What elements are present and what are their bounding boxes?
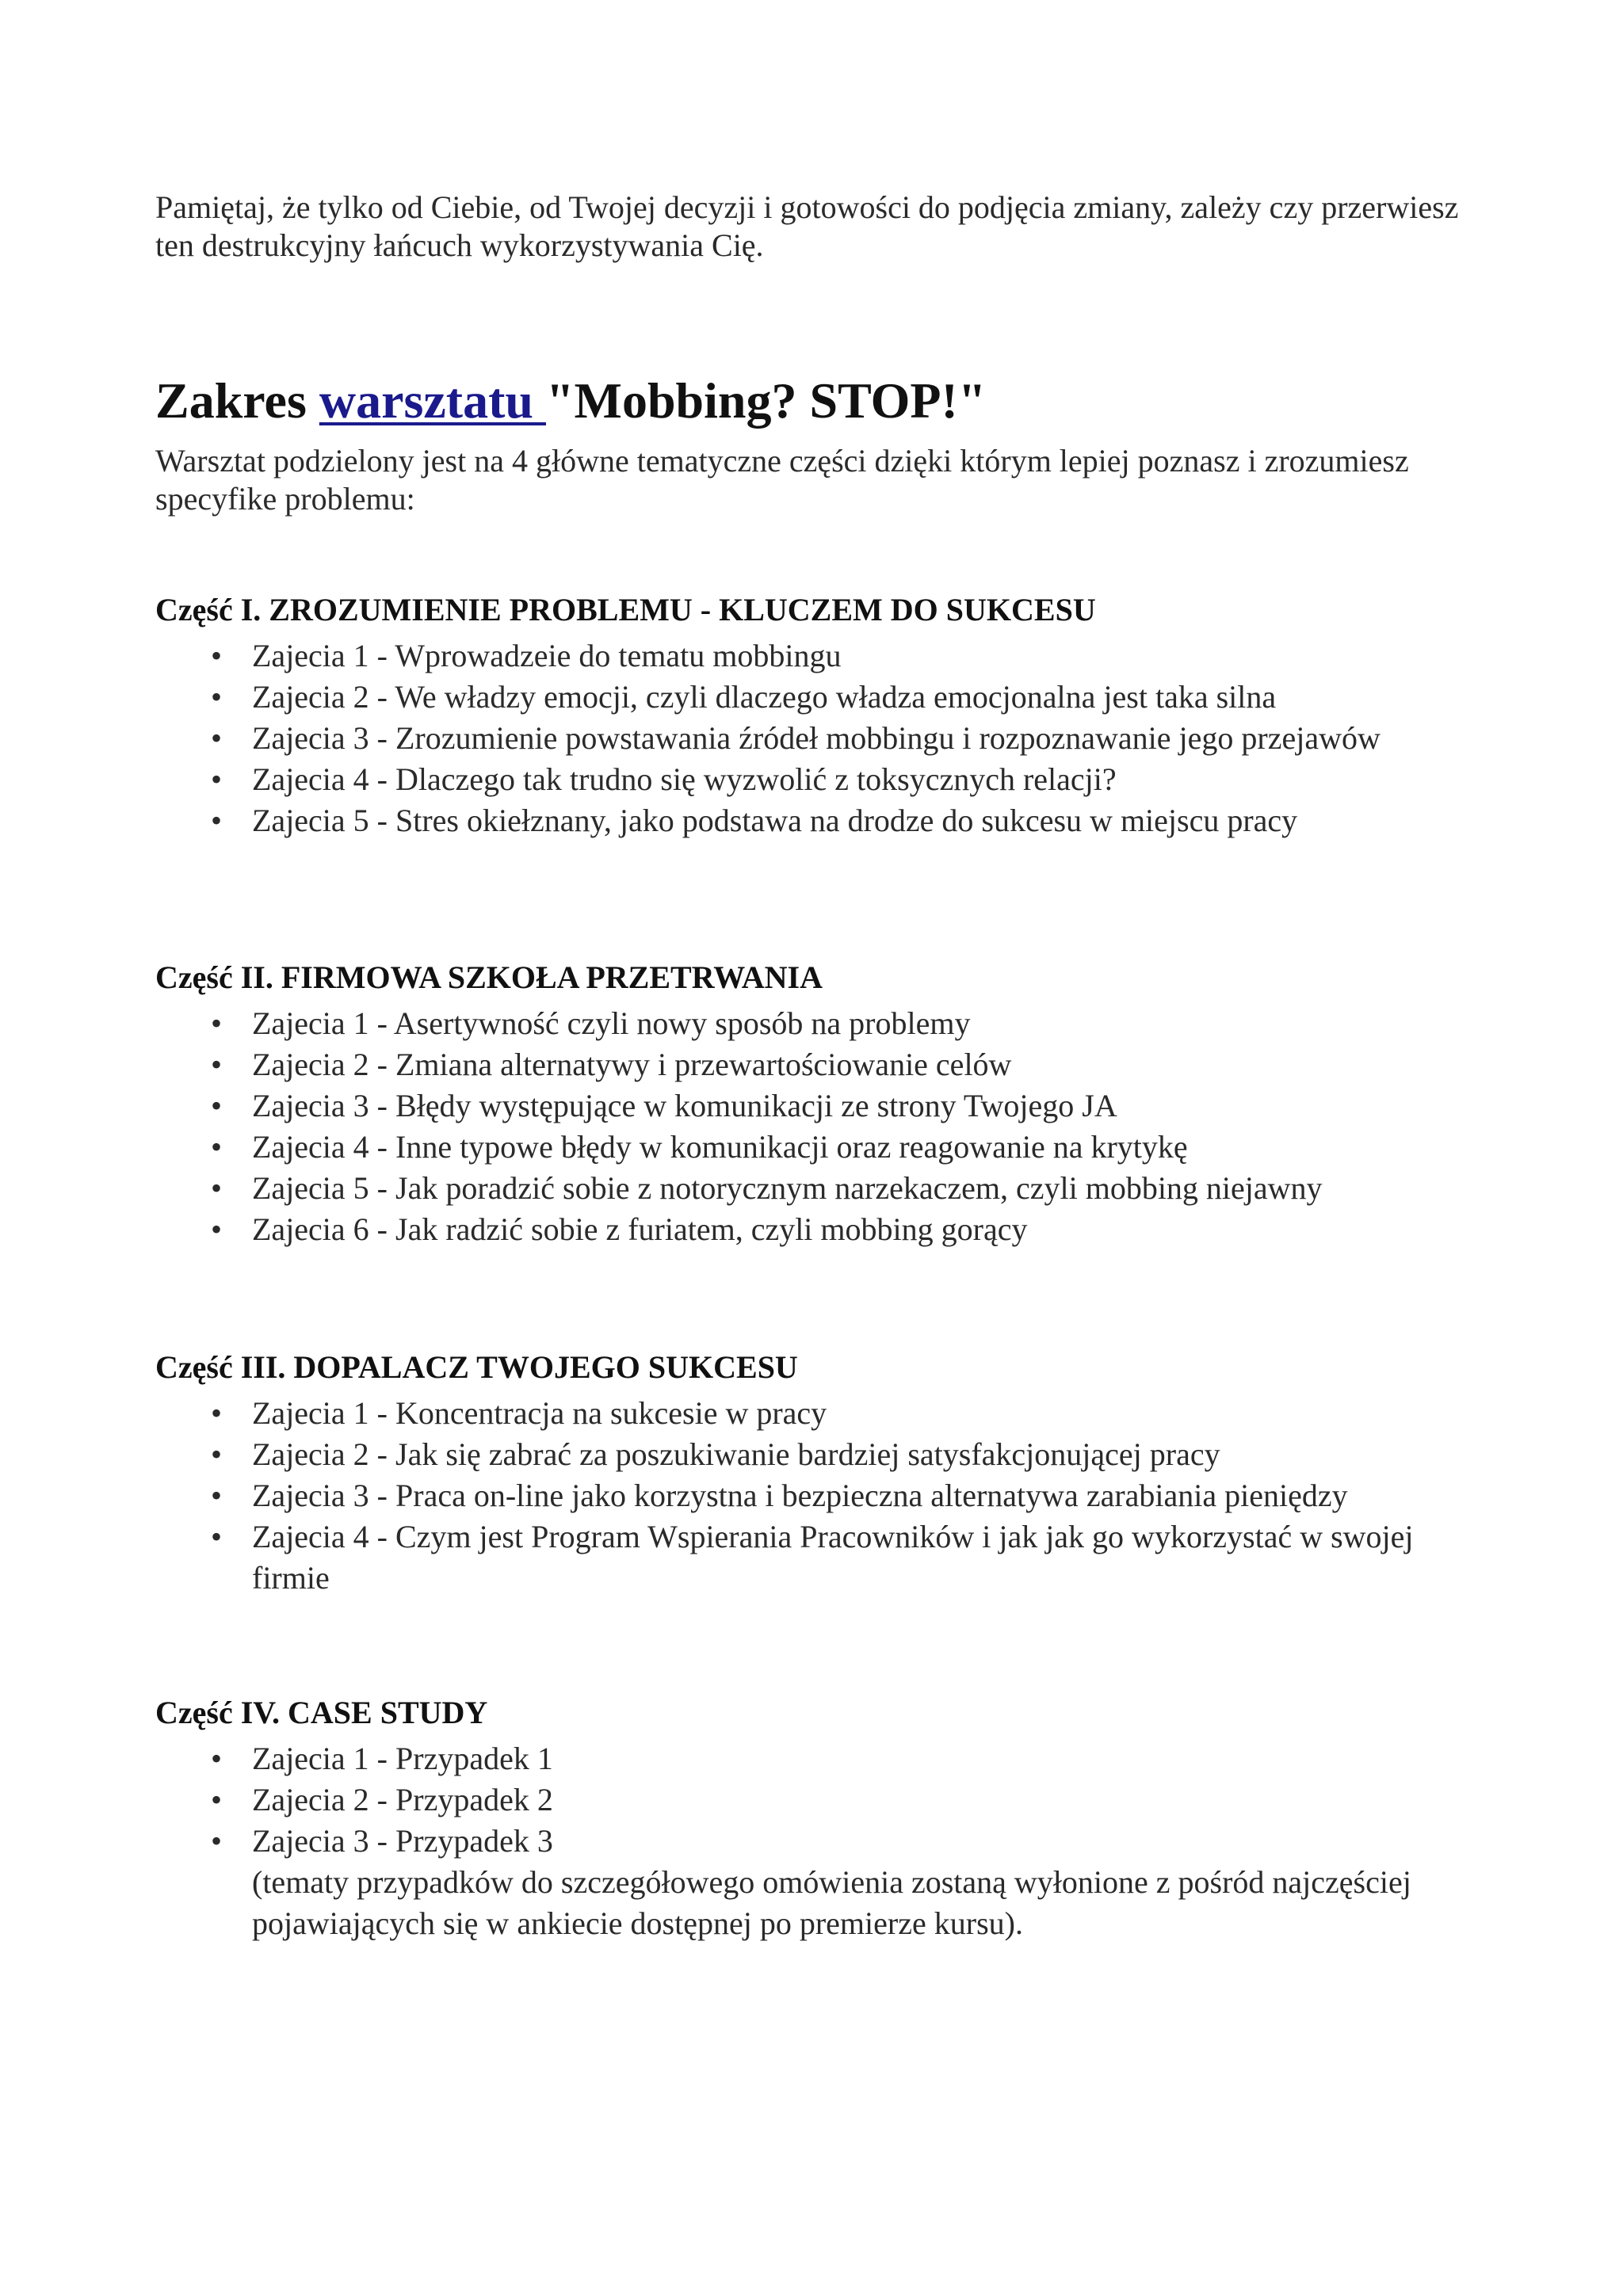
lead-paragraph: Warsztat podzielony jest na 4 główne tematyczne części dzięki którym lepiej poznasz i zrozumiesz specyfike problemu:: [155, 443, 1409, 517]
section-heading: Część I. ZROZUMIENIE PROBLEMU - KLUCZEM DO SUKCESU: [155, 592, 1096, 627]
list-item: [211, 1821, 1471, 1944]
list-item: [211, 1209, 1471, 1250]
list-item: [211, 1475, 1471, 1516]
lesson-text: Zajecia 5 - Stres okiełznany, jako podstawa na drodze do sukcesu w miejscu pracy: [252, 803, 1298, 838]
list-item: [211, 635, 1471, 677]
bullet-icon: •: [211, 1782, 223, 1817]
bullet-icon: •: [211, 1478, 223, 1513]
case-study-note: (tematy przypadków do szczegółowego omówienia zostaną wyłonione z pośród najczęściej pojawiających się w ankiecie dostępnej po premierze kursu).: [252, 1864, 1411, 1941]
list-item: [211, 1779, 1471, 1821]
list-item: [211, 1127, 1471, 1168]
lesson-text: Zajecia 4 - Dlaczego tak trudno się wyzwolić z toksycznych relacji?: [252, 761, 1117, 797]
title-prefix: Zakres: [155, 372, 319, 429]
bullet-icon: •: [211, 720, 223, 756]
lesson-text: Zajecia 6 - Jak radzić sobie z furiatem, czyli mobbing gorący: [252, 1211, 1028, 1247]
lesson-text: Zajecia 2 - Zmiana alternatywy i przewartościowanie celów: [252, 1047, 1012, 1082]
list-item: [211, 1516, 1471, 1599]
bullet-icon: •: [211, 1211, 223, 1247]
section-1: [155, 591, 1471, 841]
list-item: [211, 1738, 1471, 1779]
warsztatu-link[interactable]: warsztatu: [319, 372, 546, 429]
document-page: [155, 189, 1471, 1941]
bullet-icon: •: [211, 679, 223, 715]
section-heading: Część III. DOPALACZ TWOJEGO SUKCESU: [155, 1349, 798, 1385]
list-item: [211, 1003, 1471, 1044]
section-3: [155, 1348, 1471, 1599]
lesson-text: Zajecia 1 - Wprowadzeie do tematu mobbingu: [252, 638, 842, 673]
bullet-icon: •: [211, 638, 223, 673]
lesson-text: Zajecia 4 - Czym jest Program Wspierania Pracowników i jak jak go wykorzystać w swojej firmie: [252, 1519, 1414, 1596]
lesson-list: [155, 635, 1471, 841]
lesson-text: Zajecia 1 - Asertywność czyli nowy sposób na problemy: [252, 1005, 971, 1041]
lesson-list: [155, 1003, 1471, 1250]
bullet-icon: •: [211, 1436, 223, 1472]
section-2: [155, 959, 1471, 1250]
lesson-list: [155, 1738, 1471, 1944]
list-item: [211, 1044, 1471, 1085]
section-4: [155, 1694, 1471, 1944]
section-heading: Część IV. CASE STUDY: [155, 1695, 488, 1730]
list-item: [211, 800, 1471, 841]
bullet-icon: •: [211, 1823, 223, 1859]
bullet-icon: •: [211, 1519, 223, 1554]
lesson-text: Zajecia 2 - Przypadek 2: [252, 1782, 553, 1817]
lesson-text: Zajecia 2 - We władzy emocji, czyli dlaczego władza emocjonalna jest taka silna: [252, 679, 1277, 715]
lesson-text: Zajecia 3 - Praca on-line jako korzystna i bezpieczna alternatywa zarabiania pieniędzy: [252, 1478, 1348, 1513]
list-item: [211, 718, 1471, 759]
bullet-icon: •: [211, 761, 223, 797]
section-heading: Część II. FIRMOWA SZKOŁA PRZETRWANIA: [155, 959, 823, 995]
lesson-text: Zajecia 1 - Koncentracja na sukcesie w pracy: [252, 1395, 827, 1431]
list-item: [211, 1168, 1471, 1209]
lesson-text: Zajecia 3 - Zrozumienie powstawania źródeł mobbingu i rozpoznawanie jego przejawów: [252, 720, 1381, 756]
page-title: [155, 371, 986, 431]
lesson-text: Zajecia 3 - Przypadek 3: [252, 1823, 553, 1859]
list-item: [211, 1393, 1471, 1434]
title-suffix: "Mobbing? STOP!": [546, 372, 987, 429]
bullet-icon: •: [211, 1047, 223, 1082]
lesson-text: Zajecia 4 - Inne typowe błędy w komunikacji oraz reagowanie na krytykę: [252, 1129, 1188, 1165]
intro-paragraph: Pamiętaj, że tylko od Ciebie, od Twojej decyzji i gotowości do podjęcia zmiany, zależy czy przerwiesz ten destrukcyjny łańcuch wykorzystywania Cię.: [155, 189, 1459, 263]
list-item: [211, 1434, 1471, 1475]
bullet-icon: •: [211, 1741, 223, 1776]
lesson-text: Zajecia 2 - Jak się zabrać za poszukiwanie bardziej satysfakcjonującej pracy: [252, 1436, 1220, 1472]
list-item: [211, 759, 1471, 800]
list-item: [211, 1085, 1471, 1127]
bullet-icon: •: [211, 1170, 223, 1206]
bullet-icon: •: [211, 803, 223, 838]
list-item: [211, 677, 1471, 718]
lesson-text: Zajecia 5 - Jak poradzić sobie z notorycznym narzekaczem, czyli mobbing niejawny: [252, 1170, 1323, 1206]
bullet-icon: •: [211, 1395, 223, 1431]
lesson-text: Zajecia 3 - Błędy występujące w komunikacji ze strony Twojego JA: [252, 1088, 1117, 1123]
lesson-text: Zajecia 1 - Przypadek 1: [252, 1741, 553, 1776]
bullet-icon: •: [211, 1129, 223, 1165]
bullet-icon: •: [211, 1005, 223, 1041]
lesson-list: [155, 1393, 1471, 1599]
bullet-icon: •: [211, 1088, 223, 1123]
